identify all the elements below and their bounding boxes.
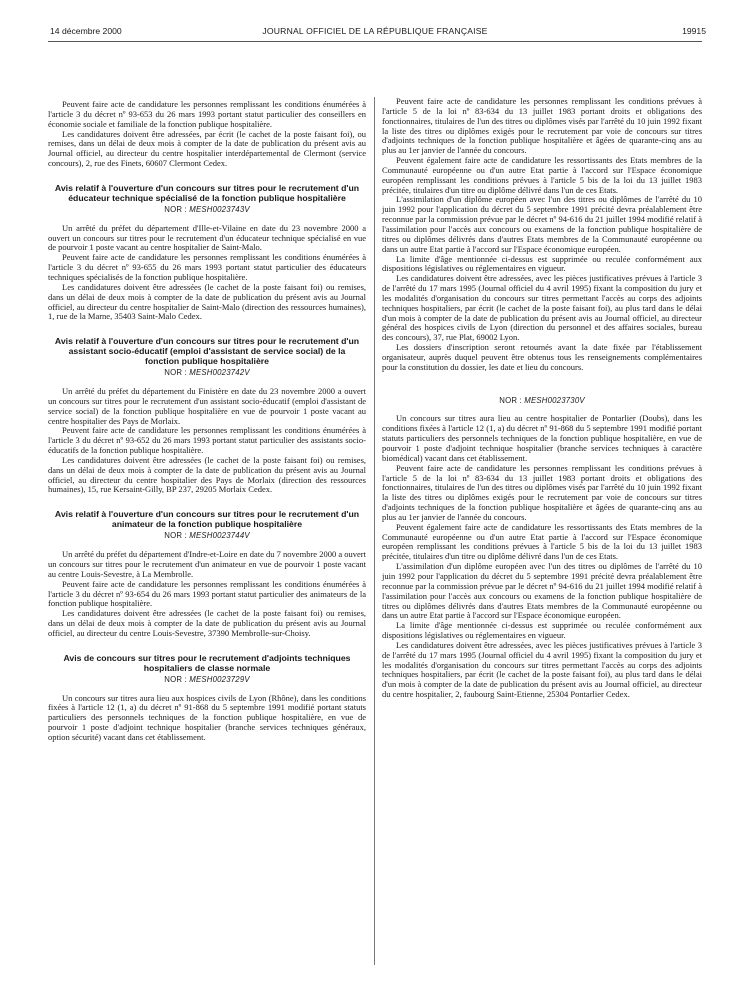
paragraph: Les dossiers d'inscription seront retournés avant la date fixée par l'établissement organisateur, auprès duquel peuvent être obtenus tous les renseignements complémentaires pour la constitution du dossier, les date et lieu du concours. [382,342,702,372]
paragraph: Les candidatures doivent être adressées (le cachet de la poste faisant foi) ou remises, dans un délai de deux mois à compter de la date de publication du présent avis au Journal officiel, au directeur du centre hospitalier des Pays de Morlaix (direction des ressources humaines), 15, rue Kersaint-Gilly, BP 237, 29205 Morlaix Cedex. [48,454,366,495]
paragraph: Un arrêté du préfet du département d'Ille-et-Vilaine en date du 23 novembre 2000 a ouvert un concours sur titres pour le recrutement d'un éducateur technique spécialisé en vue de pourvoir 1 poste vacant au centre hospitalier de Saint-Malo. [48,222,366,253]
paragraph: Un arrêté du préfet du département d'Indre-et-Loire en date du 7 novembre 2000 a ouvert un concours sur titres pour le recrutement d'un animateur en vue de pourvoir 1 poste vacant au centre Louis-Sevestre, à La Membrolle. [48,549,366,579]
paragraph: Un concours sur titres aura lieu aux hospices civils de Lyon (Rhône), dans les conditions fixées à l'article 12 (1, a) du décret nº 91-868 du 5 septembre 1991 modifié portant statuts particuliers des personnels techniques de la fonction publique hospitalière, en vue de pourvoir 1 poste d'adjoint technique hospitalier (branche services techniques généraux, option sécurité) vacant dans cet établissement. [48,692,366,742]
paragraph: Peuvent faire acte de candidature les personnes remplissant les conditions énumérées à l'article 3 du décret nº 93-655 du 26 mars 1993 portant statut particulier des éducateurs techniques spécialisés de la fonction publique hospitalière. [48,252,366,282]
paragraph: Un arrêté du préfet du département du Finistère en date du 23 novembre 2000 a ouvert un concours sur titres pour le recrutement d'un assistant socio-éducatif (emploi d'assistant de service social) de la fonction publique hospitalière en vue de pourvoir 1 poste vacant au centre hospitalier des Pays de Morlaix. [48,386,366,426]
nor-reference: NOR : MESH0023742V [164,368,250,378]
notice-heading: Avis relatif à l'ouverture d'un concours sur titres pour le recrutement d'un éducateur technique spécialisé de la fonction publique hospitalière [54,182,360,203]
paragraph: Les candidatures doivent être adressées (le cachet de la poste faisant foi) ou remises, dans un délai de deux mois à compter de la date de publication du présent avis au Journal officiel, au directeur du centre Louis-Sevestre, 37390 Membrolle-sur-Choisy. [48,608,366,638]
paragraph: Peuvent faire acte de candidature les personnes remplissant les conditions énumérées à l'article 3 du décret nº 93-653 du 26 mars 1993 portant statut particulier des conseillers en économie sociale et familiale de la fonction publique hospitalière. [48,99,366,129]
header-rule [48,41,702,42]
issue-date: 14 décembre 2000 [50,26,122,36]
paragraph: Peuvent faire acte de candidature les personnes remplissant les conditions énumérées à l'article 3 du décret nº 93-654 du 26 mars 1993 portant statut particulier des animateurs de la fonction publique hospitalière. [48,578,366,609]
paragraph: Les candidatures doivent être adressées, avec les pièces justificatives prévues à l'article 3 de l'arrêté du 17 mars 1995 (Journal officiel du 4 avril 1995) fixant la composition du jury et les modalités d'organisation du concours sur titres permettant l'accès au corps des adjoints techniques hospitaliers, par écrit (le cachet de la poste faisant foi), au plus tard dans le délai d'un mois à compter de la date de publication du présent avis au Journal officiel, au directeur général des hospices civils de Lyon (direction du personnel et des affaires sociales, bureau des concours), 37, rue Plat, 69002 Lyon. [382,273,702,343]
nor-reference: NOR : MESH0023730V [499,395,585,405]
paragraph: Peuvent faire acte de candidature les personnes remplissant les conditions énumérées à l'article 3 du décret nº 93-652 du 26 mars 1993 portant statut particulier des assistants socio-éducatifs de la fonction publique hospitalière. [48,425,366,456]
paragraph: Les candidatures doivent être adressées, par écrit (le cachet de la poste faisant foi), ou remises, dans un délai de deux mois à compter de la date de publication du présent avis au Journal officiel, au directeur du centre hospitalier interdépartemental de Clermont (service concours), 2, rue des Finets, 60607 Clermont Cedex. [48,128,366,169]
nor-reference: NOR : MESH0023743V [164,204,250,214]
notice-heading: Avis relatif à l'ouverture d'un concours sur titres pour le recrutement d'un assistant socio-éducatif (emploi d'assistant de service social) de la fonction publique hospitalière [54,336,360,367]
page-number: 19915 [682,26,706,36]
paragraph: L'assimilation d'un diplôme européen avec l'un des titres ou diplômes de l'arrêté du 10 juin 1992 pour l'application du décret du 5 septembre 1991 précité devra préalablement être reconnue par la commission prévue par le décret nº 94-616 du 21 juillet 1994 modifié relatif à l'assimilation pour l'accès aux concours ou examens de la fonction publique hospitalière de titres ou diplômes délivrés dans d'autres Etats membres de la Communauté européenne ou dans un autre Etat partie à l'accord sur l'Espace économique européen. [382,561,702,621]
paragraph: Peuvent faire acte de candidature les personnes remplissant les conditions prévues à l'article 5 de la loi nº 83-634 du 13 juillet 1983 portant droits et obligations des fonctionnaires, titulaires de l'un des titres ou diplômes visés par l'arrêté du 10 juin 1992 fixant la liste des titres ou diplômes exigés pour le recrutement par voie de concours sur titres d'adjoints techniques de la fonction publique hospitalière et âgées de quarante-cinq ans au plus au 1er janvier de l'année du concours. [382,96,702,156]
paragraph: Les candidatures doivent être adressées (le cachet de la poste faisant foi) ou remises, dans un délai de deux mois à compter de la date de publication du présent avis au Journal officiel, au directeur du centre hospitalier de Saint-Malo (direction des ressources humaines), 1, rue de la Marne, 35403 Saint-Malo Cedex. [48,281,366,322]
column-divider [374,97,375,965]
paragraph: Les candidatures doivent être adressées, avec les pièces justificatives prévues à l'article 3 de l'arrêté du 17 mars 1995 (Journal officiel du 4 avril 1995) fixant la composition du jury et les modalités d'organisation du concours sur titres permettant l'accès au corps des adjoints techniques hospitaliers, par écrit (le cachet de la poste faisant foi), au plus tard dans le délai d'un mois à compter de la date de publication du présent avis au Journal officiel, au directeur du centre hospitalier, 2, faubourg Saint-Etienne, 25304 Pontarlier Cedex. [382,639,702,700]
notice-heading: Avis relatif à l'ouverture d'un concours sur titres pour le recrutement d'un animateur de la fonction publique hospitalière [54,509,360,530]
right-column [382,97,702,700]
nor-reference: NOR : MESH0023729V [164,674,250,684]
nor-reference: NOR : MESH0023744V [164,531,250,541]
page-header [0,26,750,40]
paragraph: L'assimilation d'un diplôme européen avec l'un des titres ou diplômes de l'arrêté du 10 juin 1992 pour l'application du décret du 5 septembre 1991 précité devra préalablement être reconnue par la commission prévue par le décret nº 94-616 du 21 juillet 1994 modifié relatif à l'assimilation pour l'accès aux concours ou examens de la fonction publique hospitalière de titres ou diplômes délivrés dans d'autres Etats membres de la Communauté européenne ou dans un autre Etat partie à l'accord sur l'Espace économique européen. [382,194,702,254]
paragraph: La limite d'âge mentionnée ci-dessus est supprimée ou reculée conformément aux dispositions législatives ou réglementaires en vigueur. [382,253,702,274]
journal-title: JOURNAL OFFICIEL DE LA RÉPUBLIQUE FRANÇAISE [262,26,488,36]
paragraph: Peuvent faire acte de candidature les personnes remplissant les conditions prévues à l'article 5 de la loi nº 83-634 du 13 juillet 1983 portant droits et obligations des fonctionnaires, titulaires de l'un des titres ou diplômes visés par l'arrêté du 10 juin 1992 fixant la liste des titres ou diplômes exigés pour le recrutement par voie de concours sur titres d'adjoints techniques de la fonction publique hospitalière et âgées de quarante-cinq ans au plus au 1er janvier de l'année du concours. [382,462,702,522]
left-column [48,100,366,743]
paragraph: Peuvent également faire acte de candidature les ressortissants des Etats membres de la Communauté européenne ou d'un autre Etat partie à l'accord sur l'Espace économique européen remplissant les conditions prévues à l'article 5 bis de la loi du 13 juillet 1983 précitée, titulaires d'un titre ou diplôme délivré dans l'un de ces Etats. [382,155,702,195]
paragraph: Un concours sur titres aura lieu au centre hospitalier de Pontarlier (Doubs), dans les conditions fixées à l'article 12 (1, a) du décret nº 91-868 du 5 septembre 1991 modifié portant statuts particuliers des personnels techniques de la fonction publique hospitalière, en vue de pourvoir 1 poste d'adjoint technique hospitalier (branche services techniques à caractère biomédical) vacant dans cet établissement. [382,413,702,463]
paragraph: Peuvent également faire acte de candidature les ressortissants des Etats membres de la Communauté européenne ou d'un autre Etat partie à l'accord sur l'Espace économique européen remplissant les conditions prévues à l'article 5 bis de la loi du 13 juillet 1983 précitée, titulaires d'un titre ou diplôme délivré dans l'un de ces Etats. [382,521,702,562]
paragraph: La limite d'âge mentionnée ci-dessus est supprimée ou reculée conformément aux dispositions législatives ou réglementaires en vigueur. [382,620,702,641]
notice-heading: Avis de concours sur titres pour le recrutement d'adjoints techniques hospitaliers de classe normale [63,652,351,673]
